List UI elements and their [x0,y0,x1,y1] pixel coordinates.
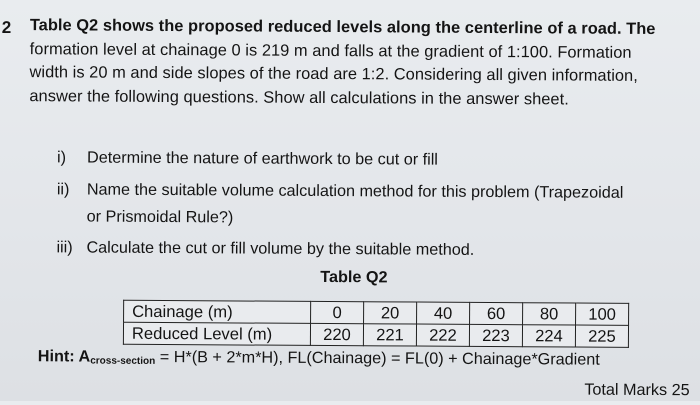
sub-question-text: Determine the nature of earthwork to be cut or fill [86,148,438,169]
table-cell: 225 [575,325,628,347]
sub-question-label: i) [56,148,67,167]
table-cell: 220 [310,323,363,345]
row-header: Reduced Level (m) [123,322,310,345]
table-cell: 20 [364,302,417,324]
hint-prefix: Hint: A [37,347,91,366]
question-line: Table Q2 shows the proposed reduced levels along the centerline of a road. The [29,16,656,39]
table-cell: 60 [470,302,523,324]
sub-question-text: Name the suitable volume calculation method for this problem (Trapezoidal [86,180,624,202]
sub-question-label: ii) [56,180,70,199]
hint-formula: = H*(B + 2*m*H), FL(Chainage) = FL(0) + Chainage*Gradient [155,347,600,369]
sub-question-ii [57,180,624,202]
hint-text [38,347,600,369]
table-cell: 222 [416,324,469,346]
table-cell: 223 [469,324,522,346]
hint-subscript: cross-section [90,355,156,367]
row-header: Chainage (m) [124,300,311,323]
table-cell: 221 [363,324,416,346]
table-cell: 100 [576,303,629,325]
sub-question-ii-continued: or Prismoidal Rule?) [86,207,234,227]
question-line: answer the following questions. Show all calculations in the answer sheet. [29,86,569,108]
table-row [123,322,628,347]
question-line: formation level at chainage 0 is 219 m and falls at the gradient of 1:100. Formation [29,39,632,62]
table-caption: Table Q2 [320,267,388,287]
table-cell: 40 [417,302,470,324]
question-line: width is 20 m and side slopes of the road are 1:2. Considering all given information, [29,63,638,85]
data-table [123,300,629,348]
total-marks: Total Marks 25 [584,380,690,400]
table-row [124,300,629,325]
sub-question-iii [56,238,474,260]
question-number: 2 [1,18,12,38]
question-text [29,14,695,112]
table-cell: 0 [311,301,364,323]
sub-question-i [57,148,438,169]
sub-question-text: Calculate the cut or fill volume by the suitable method. [86,238,475,259]
table-cell: 224 [522,325,575,347]
table-cell: 80 [523,303,576,325]
sub-question-label: iii) [56,238,73,257]
